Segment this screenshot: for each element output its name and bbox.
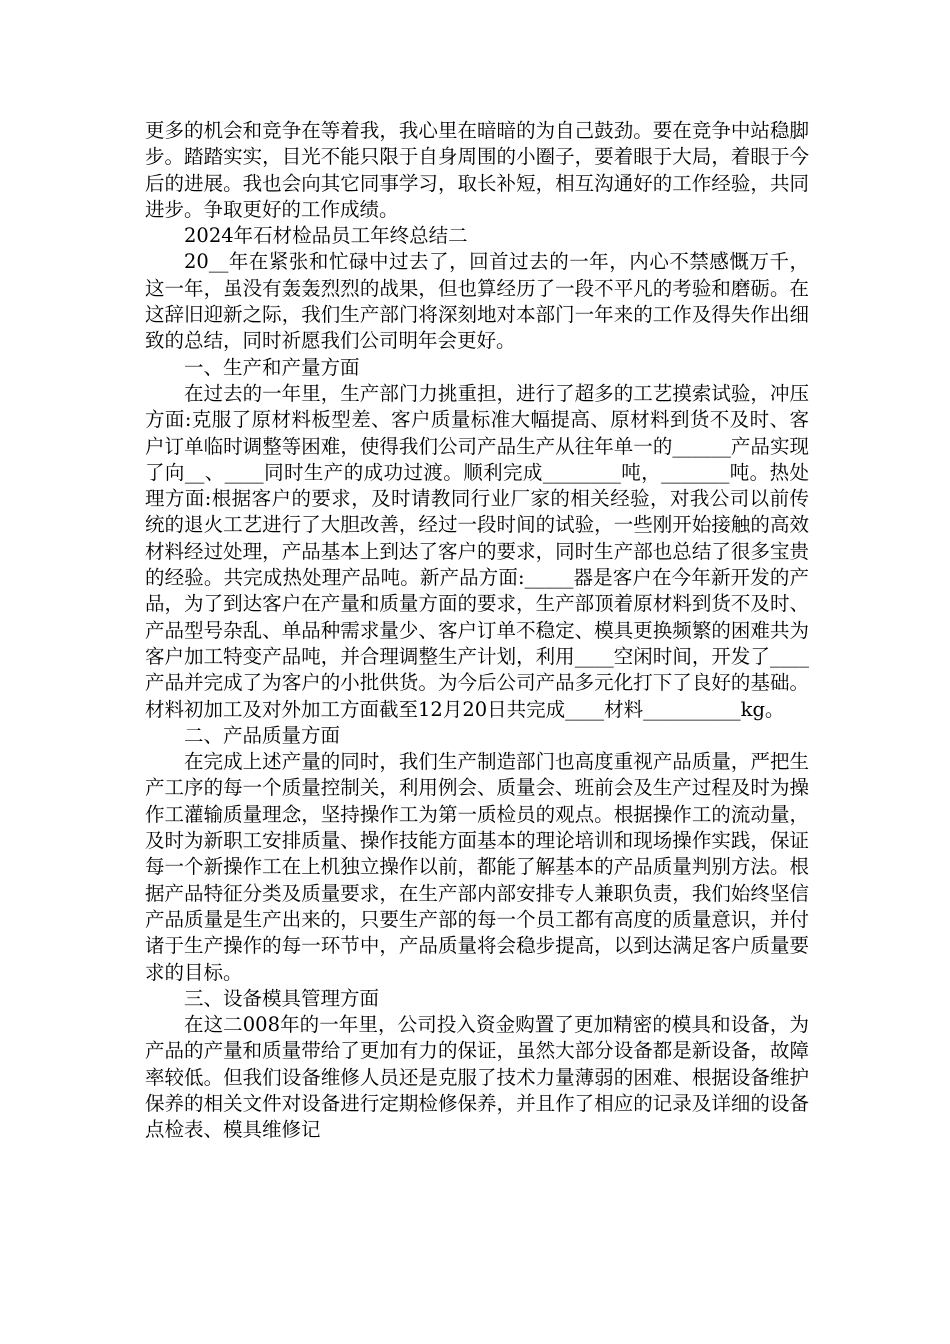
paragraph-quality: 在完成上述产量的同时，我们生产制造部门也高度重视产品质量，严把生产工序的每一个质量控制关，利用例会、质量会、班前会及生产过程及时为操作工灌输质量理念，坚持操作工为第一质检员的观点。根据操作工的流动量，及时为新职工安排质量、操作技能方面基本的理论培训和现场操作实践，保证每一个新操作工在上机独立操作以前，都能了解基本的产品质量判别方法。根据产品特征分类及质量要求，在生产部内部安排专人兼职负责，我们始终坚信产品质量是生产出来的，只要生产部的每一个员工都有高度的质量意识，并付诸于生产操作的每一环节中，产品质量将会稳步提高，以到达满足客户质量要求的目标。 xyxy=(145,750,809,984)
paragraph-equipment: 在这二008年的一年里，公司投入资金购置了更加精密的模具和设备，为产品的产量和质量带给了更加有力的保证，虽然大部分设备都是新设备，故障率较低。但我们设备维修人员还是克服了技术力量薄弱的困难、根据设备维护保养的相关文件对设备进行定期检修保养，并且作了相应的记录及详细的设备点检表、模具维修记 xyxy=(145,1013,809,1142)
document-title: 2024年石材检品员工年终总结二 xyxy=(184,224,468,248)
section-heading-equipment: 三、设备模具管理方面 xyxy=(184,986,380,1010)
paragraph-intro: 20__年在紧张和忙碌中过去了，回首过去的一年，内心不禁感慨万千，这一年，虽没有轰轰烈烈的战果，但也算经历了一段不平凡的考验和磨砺。在这辞旧迎新之际，我们生产部门将深刻地对本部门一年来的工作及得失作出细致的总结，同时祈愿我们公司明年会更好。 xyxy=(145,250,809,353)
paragraph-continuation: 更多的机会和竞争在等着我，我心里在暗暗的为自己鼓劲。要在竞争中站稳脚步。踏踏实实，目光不能只限于自身周围的小圈子，要着眼于大局，着眼于今后的进展。我也会向其它同事学习，取长补短，相互沟通好的工作经验，共同进步。争取更好的工作成绩。 xyxy=(145,119,809,221)
paragraph-production: 在过去的一年里，生产部门力挑重担，进行了超多的工艺摸索试验，冲压方面:克服了原材料板型差、客户质量标准大幅提高、原材料到货不及时、客户订单临时调整等困难，使得我们公司产品生产从往年单一的______产品实现了向__、____同时生产的成功过渡。顺利完成________吨，_______吨。热处理方面:根据客户的要求，及时请教同行业厂家的相关经验，对我公司以前传统的退火工艺进行了大胆改善，经过一段时间的试验，一些刚开始接触的高效材料经过处理，产品基本上到达了客户的要求，同时生产部也总结了很多宝贵的经验。共完成热处理产品吨。新产品方面:_____器是客户在今年新开发的产品，为了到达客户在产量和质量方面的要求，生产部顶着原材料到货不及时、产品型号杂乱、单品种需求量少、客户订单不稳定、模具更换频繁的困难共为客户加工特变产品吨，并合理调整生产计划，利用____空闲时间，开发了____产品并完成了为客户的小批供货。为今后公司产品多元化打下了良好的基础。材料初加工及对外加工方面截至12月20日共完成____材料__________kg。 xyxy=(145,381,809,721)
document-page xyxy=(145,118,809,1144)
section-heading-quality: 二、产品质量方面 xyxy=(184,723,341,747)
section-heading-production: 一、生产和产量方面 xyxy=(184,355,360,379)
